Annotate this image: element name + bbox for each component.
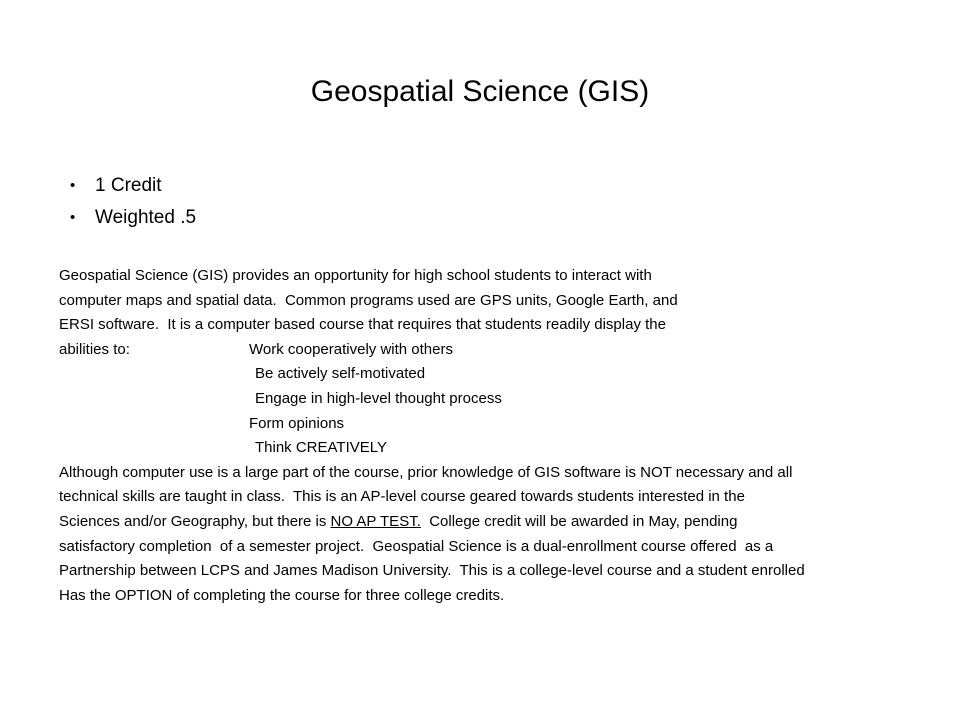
ability-item: Form opinions — [249, 414, 345, 432]
sciences-text: Sciences and/or Geography, but there is — [59, 512, 331, 530]
bullet-item — [70, 170, 196, 202]
course-description — [59, 264, 939, 608]
paragraph-line: Has the OPTION of completing the course for three college credits. — [59, 586, 505, 604]
paragraph-line: ERSI software. It is a computer based course that requires that students readily display the — [59, 316, 666, 334]
ability-item: Work cooperatively with others — [249, 340, 453, 358]
ability-item: Think CREATIVELY — [255, 439, 387, 457]
bullet-item — [70, 202, 196, 234]
paragraph-line: technical skills are taught in class. This is an AP-level course geared towards students interested in the — [59, 488, 745, 506]
bullet-dot-icon: • — [70, 177, 76, 194]
slide-title: Geospatial Science (GIS) — [310, 75, 650, 108]
no-ap-test-underlined: NO AP TEST. — [330, 512, 421, 530]
bullet-text: 1 Credit — [95, 175, 162, 196]
ability-item: Be actively self-motivated — [255, 365, 426, 383]
paragraph-line: satisfactory completion of a semester project. Geospatial Science is a dual-enrollment course offered as a — [59, 537, 774, 555]
paragraph-line: Partnership between LCPS and James Madison University. This is a college-level course and a student enrolled — [59, 562, 805, 580]
college-credit-text: College credit will be awarded in May, pending — [420, 512, 738, 530]
abilities-lead: abilities to: — [59, 340, 130, 358]
paragraph-line: computer maps and spatial data. Common programs used are GPS units, Google Earth, and — [59, 291, 678, 309]
paragraph-line: Although computer use is a large part of the course, prior knowledge of GIS software is NOT necessary and all — [59, 463, 793, 481]
bullet-dot-icon: • — [70, 209, 76, 226]
ability-item: Engage in high-level thought process — [255, 389, 502, 407]
abilities-line — [59, 338, 939, 363]
bullet-list — [70, 170, 196, 234]
paragraph-line: Geospatial Science (GIS) provides an opportunity for high school students to interact with — [59, 267, 652, 284]
paragraph-line — [59, 510, 939, 535]
bullet-text: Weighted .5 — [95, 207, 197, 228]
